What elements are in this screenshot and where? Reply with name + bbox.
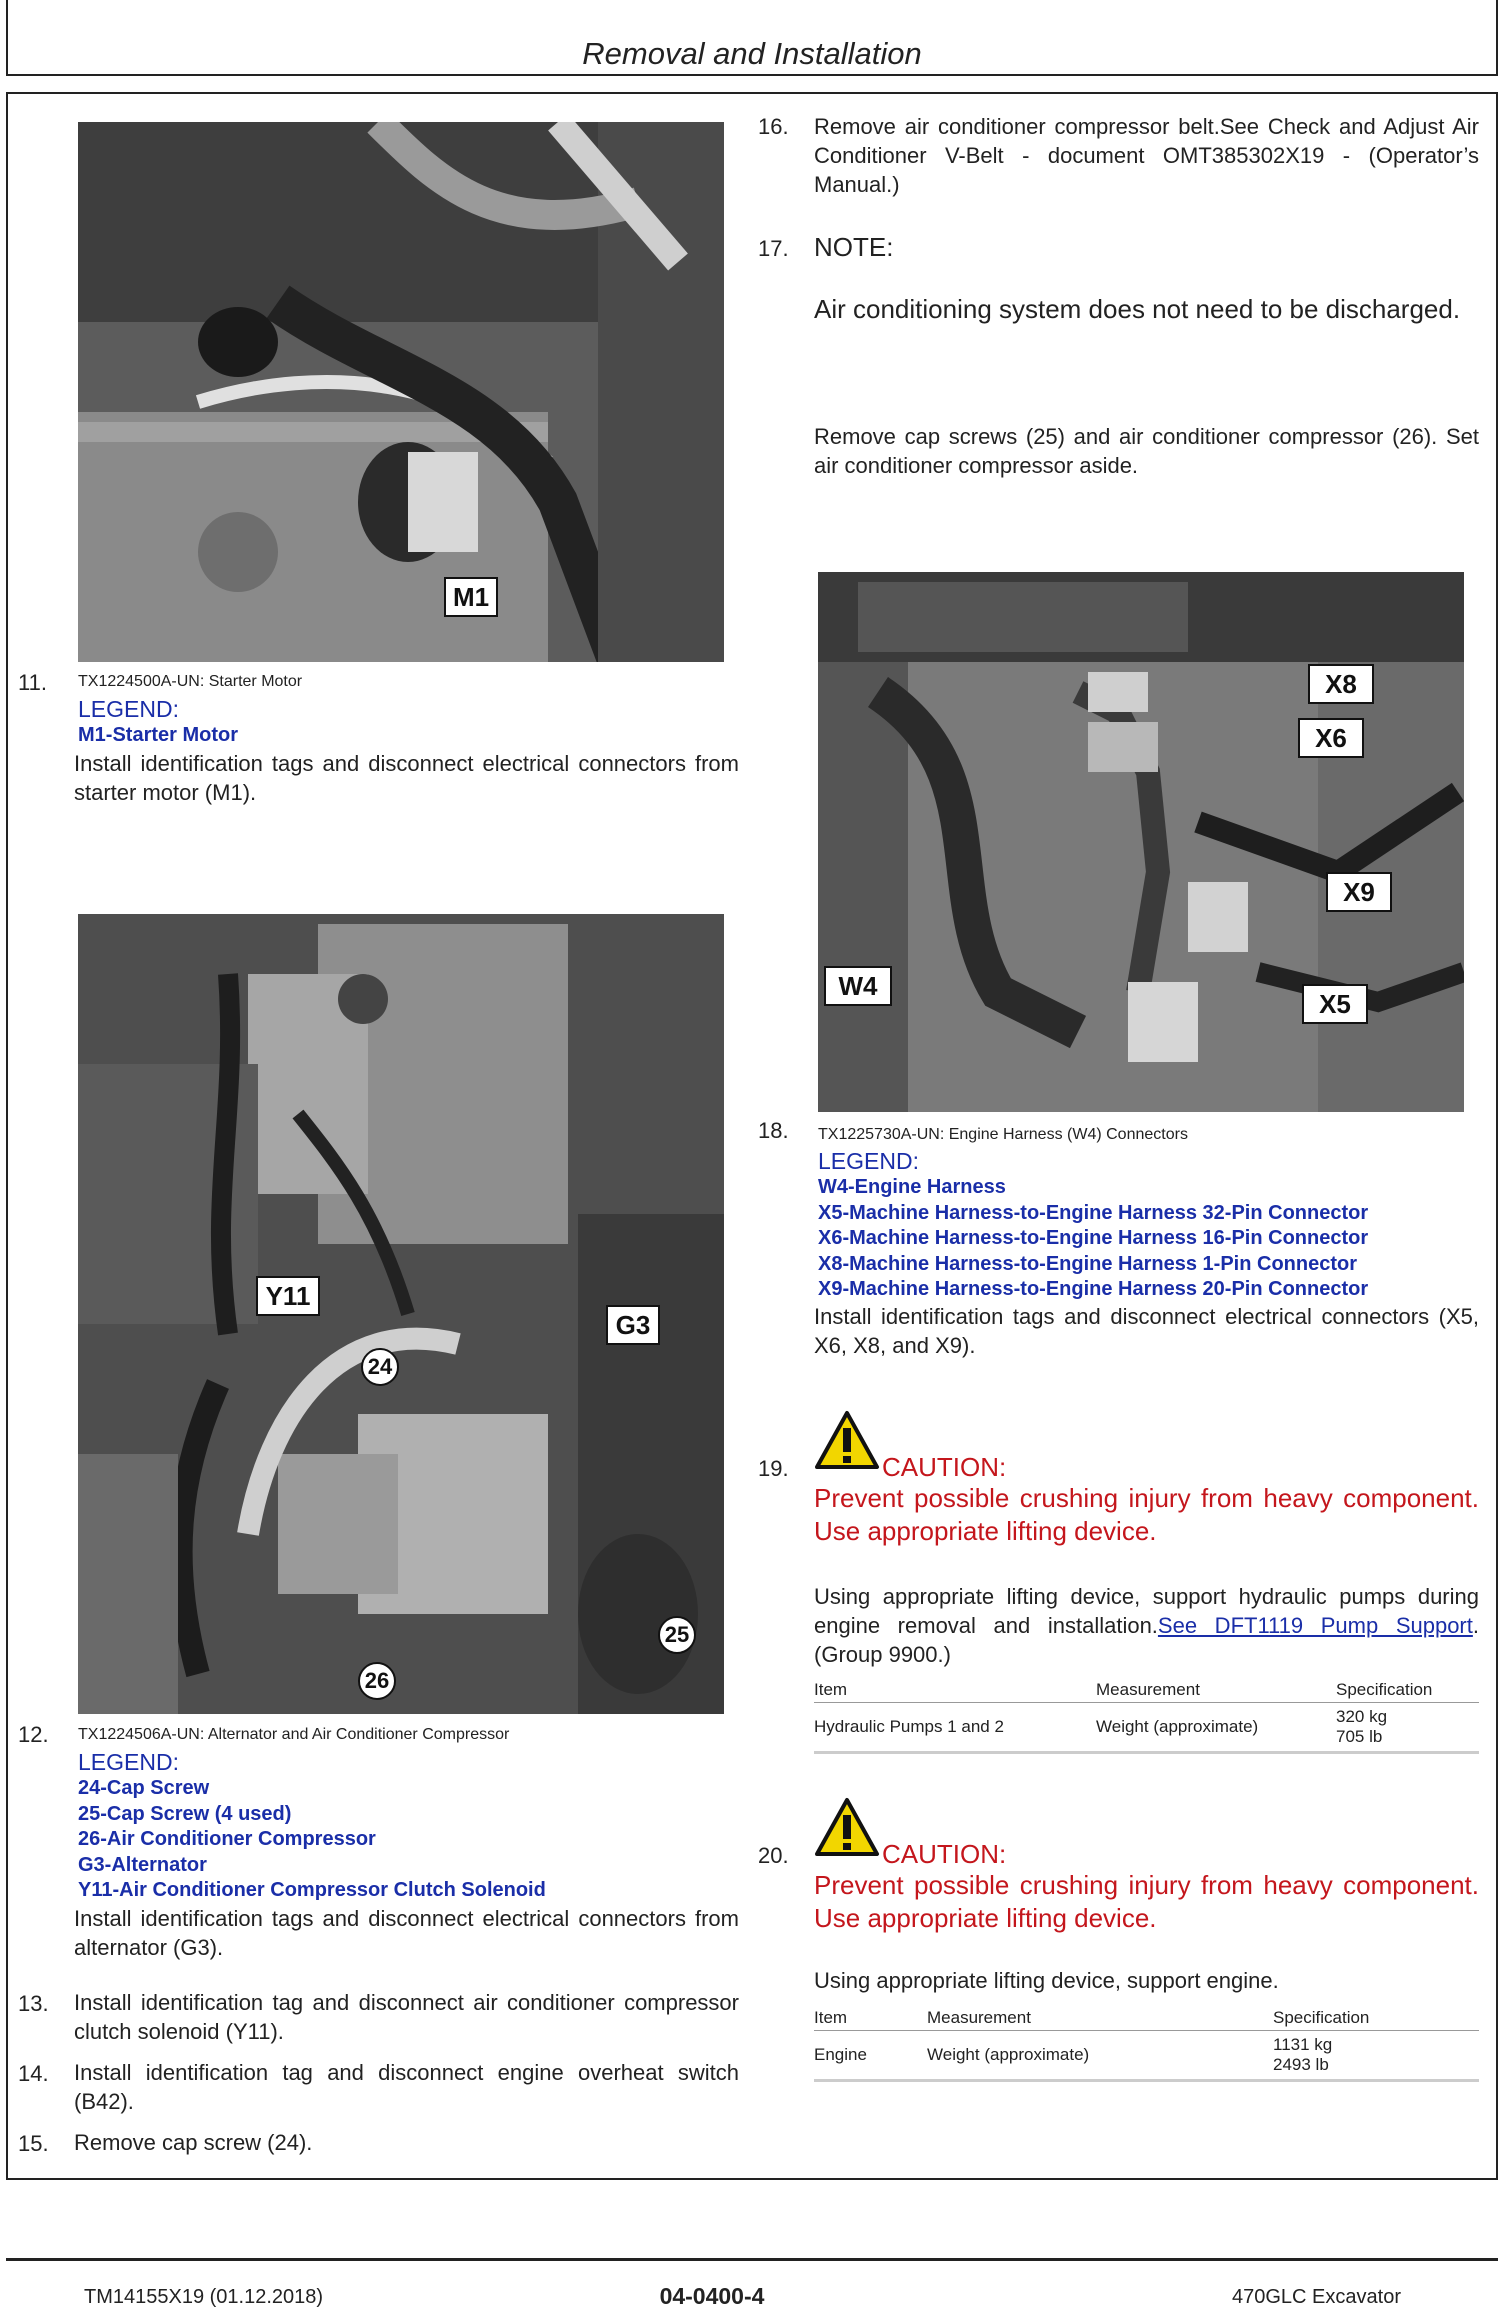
spec-header-item: Item <box>814 2004 927 2031</box>
step-17-note-text: Air conditioning system does not need to be discharged. <box>814 294 1461 324</box>
warning-icon <box>814 1410 880 1470</box>
step-19-text-lead: Using appropriate lifting device, support hydraulic pumps during engine removal and installation. <box>814 1584 1479 1638</box>
footer-doc-id: TM14155X19 (01.12.2018) <box>84 2286 324 2308</box>
g3-tag: G3 <box>606 1305 660 1345</box>
step-18-legend-item: W4-Engine Harness <box>818 1176 1006 1198</box>
step-12-legend-item: 26-Air Conditioner Compressor <box>78 1828 376 1850</box>
step-20-text: Using appropriate lifting device, support engine. <box>814 1968 1279 1993</box>
step-13-number: 13. <box>18 1991 49 2016</box>
step-20-number: 20. <box>758 1843 789 1868</box>
step-12-legend-item: 25-Cap Screw (4 used) <box>78 1802 292 1825</box>
step-11-text: Install identification tags and disconnect electrical connectors from starter motor (M1). <box>74 751 739 805</box>
spec-header-measurement: Measurement <box>1096 1676 1336 1703</box>
starter-motor-photo <box>78 122 724 662</box>
spec-measurement: Weight (approximate) <box>927 2031 1273 2081</box>
spec-item: Engine <box>814 2031 927 2081</box>
step-15-number: 15. <box>18 2131 49 2156</box>
spec-item: Hydraulic Pumps 1 and 2 <box>814 1703 1096 1753</box>
step-12-number: 12. <box>18 1722 49 1747</box>
step-12-text: Install identification tags and disconnect electrical connectors from alternator (G3). <box>74 1906 739 1960</box>
step-18-legend-item: X9-Machine Harness-to-Engine Harness 20-Pin Connector <box>818 1278 1369 1300</box>
cap-screw-24-callout: 24 <box>361 1348 399 1386</box>
spec-value-metric: 1131 kg <box>1273 2035 1333 2054</box>
cap-screw-25-callout: 25 <box>658 1616 696 1654</box>
step-17-note-label: NOTE: <box>814 232 894 262</box>
step-19-text-tail: . (Group 9900.) <box>814 1613 1479 1667</box>
hydraulic-pump-spec-table <box>814 1676 1479 1754</box>
step-17-text: Remove cap screws (25) and air conditioner compressor (26). Set air conditioner compressor aside. <box>814 424 1479 478</box>
step-11-number: 11. <box>18 670 47 695</box>
spec-table-header <box>814 1676 1479 1703</box>
x9-tag: X9 <box>1326 872 1392 912</box>
step-12-legend-title: LEGEND: <box>78 1749 179 1775</box>
x6-tag: X6 <box>1298 718 1364 758</box>
step-18-text: Install identification tags and disconnect electrical connectors (X5, X6, X8, and X9). <box>814 1304 1479 1358</box>
spec-header-item: Item <box>814 1676 1096 1703</box>
w4-tag: W4 <box>824 966 892 1006</box>
step-11-legend-item: M1-Starter Motor <box>78 724 239 746</box>
step-14-text: Install identification tag and disconnect engine overheat switch (B42). <box>74 2060 739 2114</box>
alternator-compressor-photo <box>78 914 724 1714</box>
table-row <box>814 2031 1479 2081</box>
step-16-number: 16. <box>758 114 789 139</box>
step-19-caution-label: CAUTION: <box>882 1452 1007 1482</box>
spec-header-specification: Specification <box>1336 1676 1479 1703</box>
step-16-text: Remove air conditioner compressor belt.See Check and Adjust Air Conditioner V-Belt - document OMT385302X19 - (Operator’s Manual.) <box>814 114 1479 197</box>
step-18-legend-item: X5-Machine Harness-to-Engine Harness 32-Pin Connector <box>818 1201 1369 1224</box>
step-14-number: 14. <box>18 2061 49 2086</box>
step-13-text: Install identification tag and disconnect air conditioner compressor clutch solenoid (Y11). <box>74 1990 739 2044</box>
step-18-legend-item: X8-Machine Harness-to-Engine Harness 1-Pin Connector <box>818 1252 1358 1275</box>
engine-harness-photo <box>818 572 1464 1112</box>
step-19-caution-text: Prevent possible crushing injury from heavy component. Use appropriate lifting device. <box>814 1483 1479 1546</box>
m1-tag: M1 <box>444 577 498 617</box>
step-12-legend-item: G3-Alternator <box>78 1853 207 1876</box>
x8-tag: X8 <box>1308 664 1374 704</box>
spec-value-metric: 320 kg <box>1336 1707 1388 1726</box>
step-12-legend-item: Y11-Air Conditioner Compressor Clutch Solenoid <box>78 1879 546 1901</box>
spec-value <box>1336 1703 1479 1753</box>
spec-table-header <box>814 2004 1479 2031</box>
step-12-legend-item: 24-Cap Screw <box>78 1777 210 1799</box>
table-row <box>814 1703 1479 1753</box>
pump-support-link[interactable]: See DFT1119 Pump Support <box>1157 1613 1473 1638</box>
warning-icon <box>814 1797 880 1857</box>
step-15-text: Remove cap screw (24). <box>74 2130 313 2155</box>
step-20-caution-text: Prevent possible crushing injury from heavy component. Use appropriate lifting device. <box>814 1870 1479 1933</box>
step-19-number: 19. <box>758 1456 789 1481</box>
step-19-text <box>814 1582 1479 1669</box>
step-11-legend-title: LEGEND: <box>78 696 179 722</box>
footer-rule <box>6 2258 1498 2261</box>
compressor-26-callout: 26 <box>358 1662 396 1700</box>
y11-tag: Y11 <box>256 1276 320 1316</box>
step-18-number: 18. <box>758 1118 789 1143</box>
step-18-legend-title: LEGEND: <box>818 1148 919 1174</box>
step-18-legend-item: X6-Machine Harness-to-Engine Harness 16-Pin Connector <box>818 1227 1369 1249</box>
spec-header-specification: Specification <box>1273 2004 1479 2031</box>
spec-value-imperial: 2493 lb <box>1273 2055 1329 2074</box>
spec-header-measurement: Measurement <box>927 2004 1273 2031</box>
spec-measurement: Weight (approximate) <box>1096 1703 1336 1753</box>
step-12-caption: TX1224506A-UN: Alternator and Air Conditioner Compressor <box>78 1726 510 1743</box>
step-11-caption: TX1224500A-UN: Starter Motor <box>78 673 303 690</box>
spec-value <box>1273 2031 1479 2081</box>
step-20-caution-label: CAUTION: <box>882 1839 1007 1869</box>
step-17-number: 17. <box>758 236 789 261</box>
x5-tag: X5 <box>1302 984 1368 1024</box>
page-title: Removal and Installation <box>582 36 922 71</box>
starter-motor-illustration <box>78 122 724 662</box>
spec-value-imperial: 705 lb <box>1336 1727 1383 1746</box>
engine-harness-illustration <box>818 572 1464 1112</box>
footer-model: 470GLC Excavator <box>1232 2286 1401 2308</box>
step-18-caption: TX1225730A-UN: Engine Harness (W4) Connectors <box>818 1126 1188 1143</box>
engine-spec-table <box>814 2004 1479 2082</box>
footer-page-number: 04-0400-4 <box>659 2283 765 2309</box>
